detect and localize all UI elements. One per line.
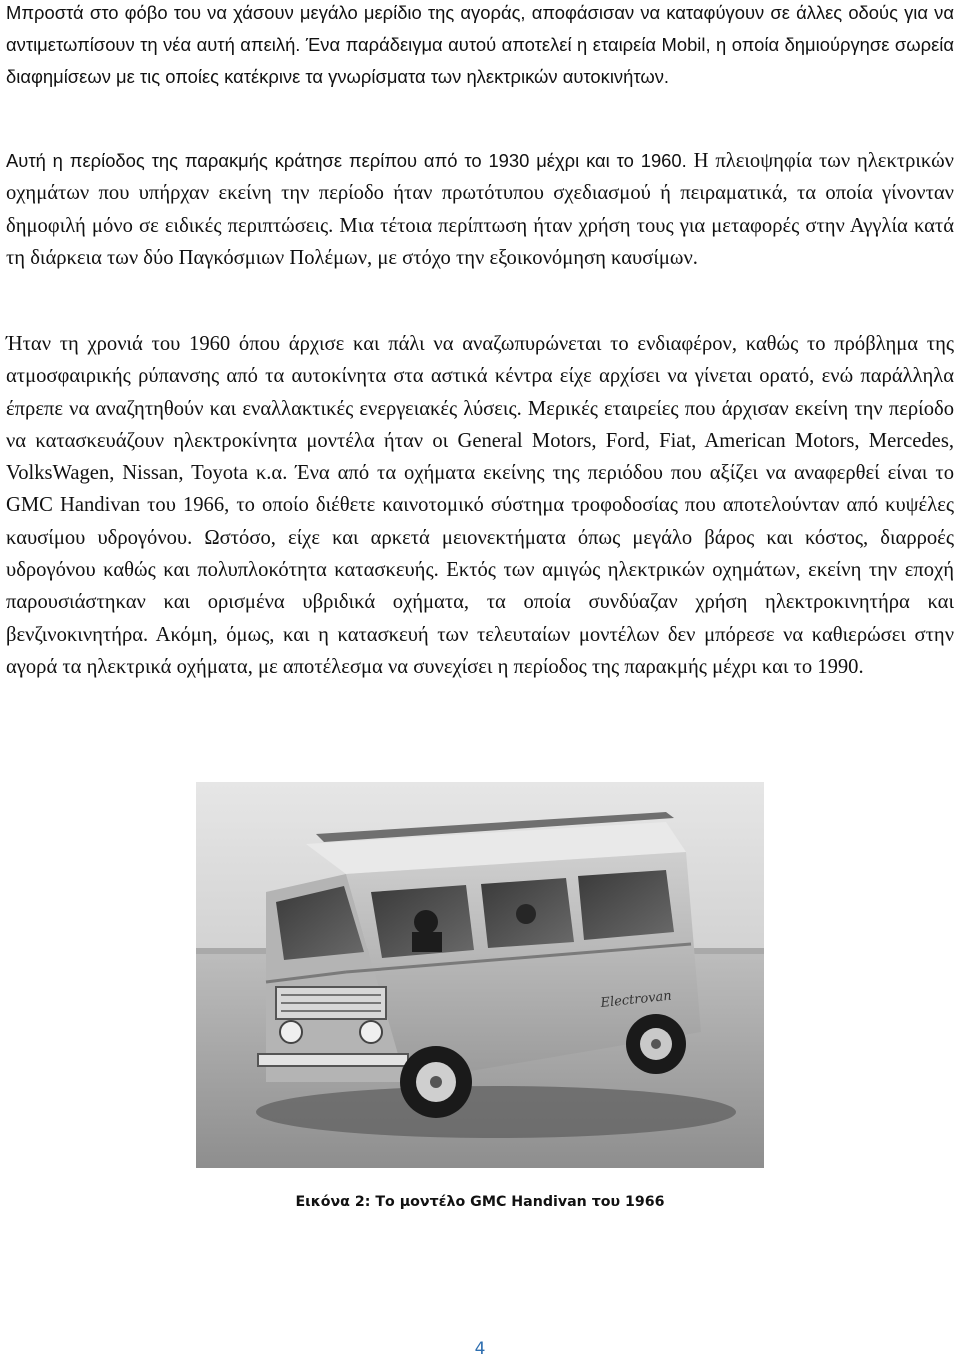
paragraph-1-sentence-2: Ένα παράδειγμα αυτού αποτελεί η εταιρεία Mobil, η οποία δημιούργησε σωρεία διαφημίσεων με τις οποίες κατέκρινε τα γνωρίσματα των ηλεκτρικών αυτοκινήτων. [6, 34, 954, 88]
page-number: 4 [474, 1339, 486, 1359]
headlight-right [360, 1021, 382, 1043]
headlight-left [280, 1021, 302, 1043]
gmc-handivan-photo [196, 782, 764, 1168]
front-wheel [400, 1046, 472, 1118]
paragraph-3 [6, 328, 954, 683]
van-illustration [196, 782, 764, 1168]
paragraph-1-sentence-1: Μπροστά στο φόβο του να χάσουν μεγάλο μερίδιο της αγοράς, αποφάσισαν να καταφύγουν σε άλλες οδούς για να αντιμετωπίσουν τη νέα αυτή απειλή. [6, 2, 954, 56]
figure-caption: Εικόνα 2: Το μοντέλο GMC Handivan του 1966 [295, 1194, 665, 1210]
paragraph-1 [6, 0, 954, 94]
van-script-lettering: Electrovan [599, 988, 673, 1011]
rear-wheel [626, 1014, 686, 1074]
paragraph-3-body: Ήταν τη χρονιά του 1960 όπου άρχισε και πάλι να αναζωπυρώνεται το ενδιαφέρον, καθώς το πρόβλημα της ατμοσφαιρικής ρύπανσης από τα αυτοκίνητα στα αστικά κέντρα είχε αρχίσει να γίνεται ορατό, ενώ παράλληλα έπρεπε να αναζητηθούν και εναλλακτικές ενεργειακές λύσεις. Μερικές εταιρείες που άρχισαν εκείνη την περίοδο να κατασκευάζουν ηλεκτροκίνητα μοντέλα ήταν οι General Motors, Ford, Fiat, American Motors, Mercedes, VolksWagen, Nissan, Toyota κ.α. Ένα από τα οχήματα εκείνης της περιόδου που αξίζει να αναφερθεί είναι το GMC Handivan του 1966, το οποίο διέθετε καινοτομικό σύστημα τροφοδοσίας που αποτελούνταν από κυψέλες καυσίμου υδρογόνου. Ωστόσο, είχε και αρκετά μειονεκτήματα όπως μεγάλο βάρος και κόστος, διαρροές υδρογόνου καθώς και πολυπλοκότητα κατασκευής. Εκτός των αμιγώς ηλεκτρικών οχημάτων, εκείνη την εποχή παρουσιάστηκαν και ορισμένα υβριδικά οχήματα, τα οποία συνδύαζαν χρήση ηλεκτροκινητήρα και βενζινοκινητήρα. Ακόμη, όμως, και η κατασκευή των τελευταίων μοντέλων δεν μπόρεσε να καθιερώσει στην αγορά τα ηλεκτρικά οχήματα, με αποτέλεσμα να συνεχίσει η περίοδος της παρακμής μέχρι και το 1990. [6, 333, 954, 678]
side-window-3 [578, 870, 674, 940]
paragraph-2 [6, 145, 954, 274]
paragraph-2-body: Η πλειοψηφία των ηλεκτρικών οχημάτων που υπήρχαν εκείνη την περίοδο ήταν πρωτότυπου σχεδιασμού ή πειραματικά, τα οποία γίνονταν δημοφιλή μόνο σε ειδικές περιπτώσεις. Μια τέτοια περίπτωση ήταν χρήση τους για μεταφορές στην Αγγλία κατά τη διάρκεια των δύο Παγκόσμιων Πολέμων, με στόχο την εξοικονόμηση καυσίμων. [6, 150, 954, 269]
paragraph-2-sentence-1: Αυτή η περίοδος της παρακμής κράτησε περίπου από το 1930 μέχρι και το 1960. [6, 150, 694, 171]
front-bumper [258, 1054, 408, 1066]
